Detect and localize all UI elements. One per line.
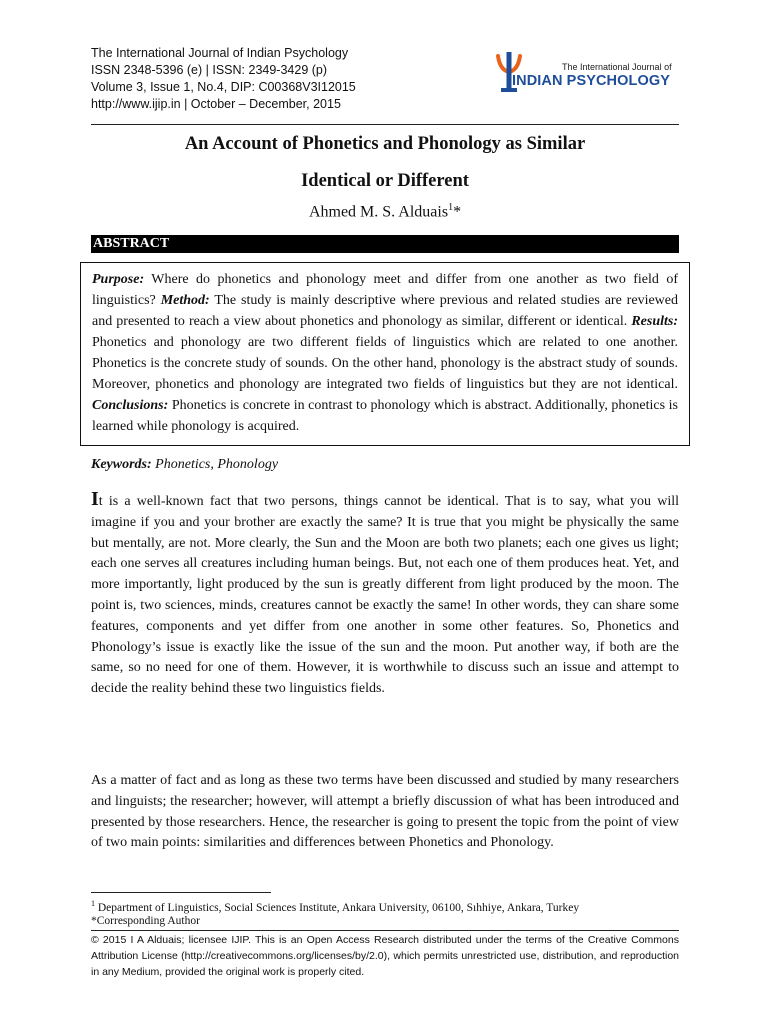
body-paragraph-1 <box>91 488 679 700</box>
footnote-affiliation <box>91 899 579 914</box>
issn-line: ISSN 2348-5396 (e) | ISSN: 2349-3429 (p) <box>91 63 328 77</box>
author-name: Ahmed M. S. Alduais <box>308 203 449 221</box>
author-corresponding-mark: * <box>453 203 462 221</box>
logo-small-text: The International Journal of <box>562 62 672 72</box>
conclusions-text: Phonetics is concrete in contrast to phonology which is abstract. Additionally, phonetics is learned while phonology is acquired. <box>92 398 678 434</box>
results-label: Results: <box>631 314 678 329</box>
method-text: The study is mainly descriptive where previous and related studies are reviewed and presented to reach a view about phonetics and phonology as similar, different or identical. <box>92 293 678 329</box>
journal-meta <box>91 45 356 113</box>
conclusions-label: Conclusions: <box>92 398 169 413</box>
author-footnote-ref: 1 <box>448 202 454 213</box>
journal-logo <box>494 50 680 96</box>
results-text: Phonetics and phonology are two different fields of linguistics which are related to one another. Phonetics is the concrete study of sounds. On the other hand, phonology is the abstract study of sounds. Moreover, phonetics and phonology are integrated two fields of linguistics but they are not identical. <box>92 335 678 392</box>
license-notice: © 2015 I A Alduais; licensee IJIP. This is an Open Access Research distributed under the terms of the Creative Commons Attribution License (http://creativecommons.org/licenses/by/2.0), which permits unrestricted use, distribution, and reproduction in any Medium, provided the original work is properly cited. <box>91 930 679 980</box>
footnote-corresponding: *Corresponding Author <box>91 915 200 927</box>
abstract-box <box>80 262 690 446</box>
drop-cap: I <box>91 488 99 510</box>
paragraph-1-text: t is a well-known fact that two persons, things cannot be identical. That is to say, what you will imagine if you and your brother are exactly the same? It is true that you might be physically the same but mentally, are not. More clearly, the Sun and the Moon are both two planets; each one gives us light; each one serves all creatures including human beings. But, not each one of them produces heat. Yet, and more importantly, light produced by the sun is greatly different from light produced by the moon. The point is, two sciences, minds, creatures cannot be exactly the same! In other words, they can share some features, components and yet differ from one another in some other features. So, Phonetics and Phonology’s issue is exactly like the issue of the sun and the moon. Put another way, if both are the same, so no need for one of them. However, it is worthwhile to discuss such an issue and attempt to decide the reality behind these two linguistics fields. <box>91 494 679 697</box>
logo-big-text: INDIAN PSYCHOLOGY <box>512 73 670 89</box>
abstract-heading: ABSTRACT <box>91 235 679 253</box>
footnote-affiliation-text: Department of Linguistics, Social Sciences Institute, Ankara University, 06100, Sıhhiye, Ankara, Turkey <box>95 901 580 914</box>
method-label: Method: <box>160 293 210 308</box>
purpose-label: Purpose: <box>92 272 145 287</box>
url-date-line[interactable]: http://www.ijip.in | October – December, 2015 <box>91 97 341 111</box>
keywords-text: Phonetics, Phonology <box>151 457 279 472</box>
article-title-line2: Identical or Different <box>301 171 469 191</box>
author-line <box>91 202 679 221</box>
body-paragraph-2: As a matter of fact and as long as these two terms have been discussed and studied by many researchers and linguists; the researcher; however, will attempt a briefly discussion of what has been introduced and presented by those researchers. Hence, the researcher is going to present the topic from the point of view of two main points: similarities and differences between Phonetics and Phonology. <box>91 773 679 851</box>
volume-line: Volume 3, Issue 1, No.4, DIP: C00368V3I12015 <box>91 80 356 94</box>
article-title-line1: An Account of Phonetics and Phonology as Similar <box>184 134 586 154</box>
footnote-number: 1 <box>91 899 95 908</box>
journal-name: The International Journal of Indian Psychology <box>91 46 349 60</box>
purpose-text: Where do phonetics and phonology meet and differ from one another as two field of linguistics? <box>92 272 678 308</box>
keywords <box>91 457 278 473</box>
keywords-label: Keywords: <box>91 457 152 472</box>
header-divider <box>91 124 679 125</box>
footnote-divider <box>91 892 271 893</box>
